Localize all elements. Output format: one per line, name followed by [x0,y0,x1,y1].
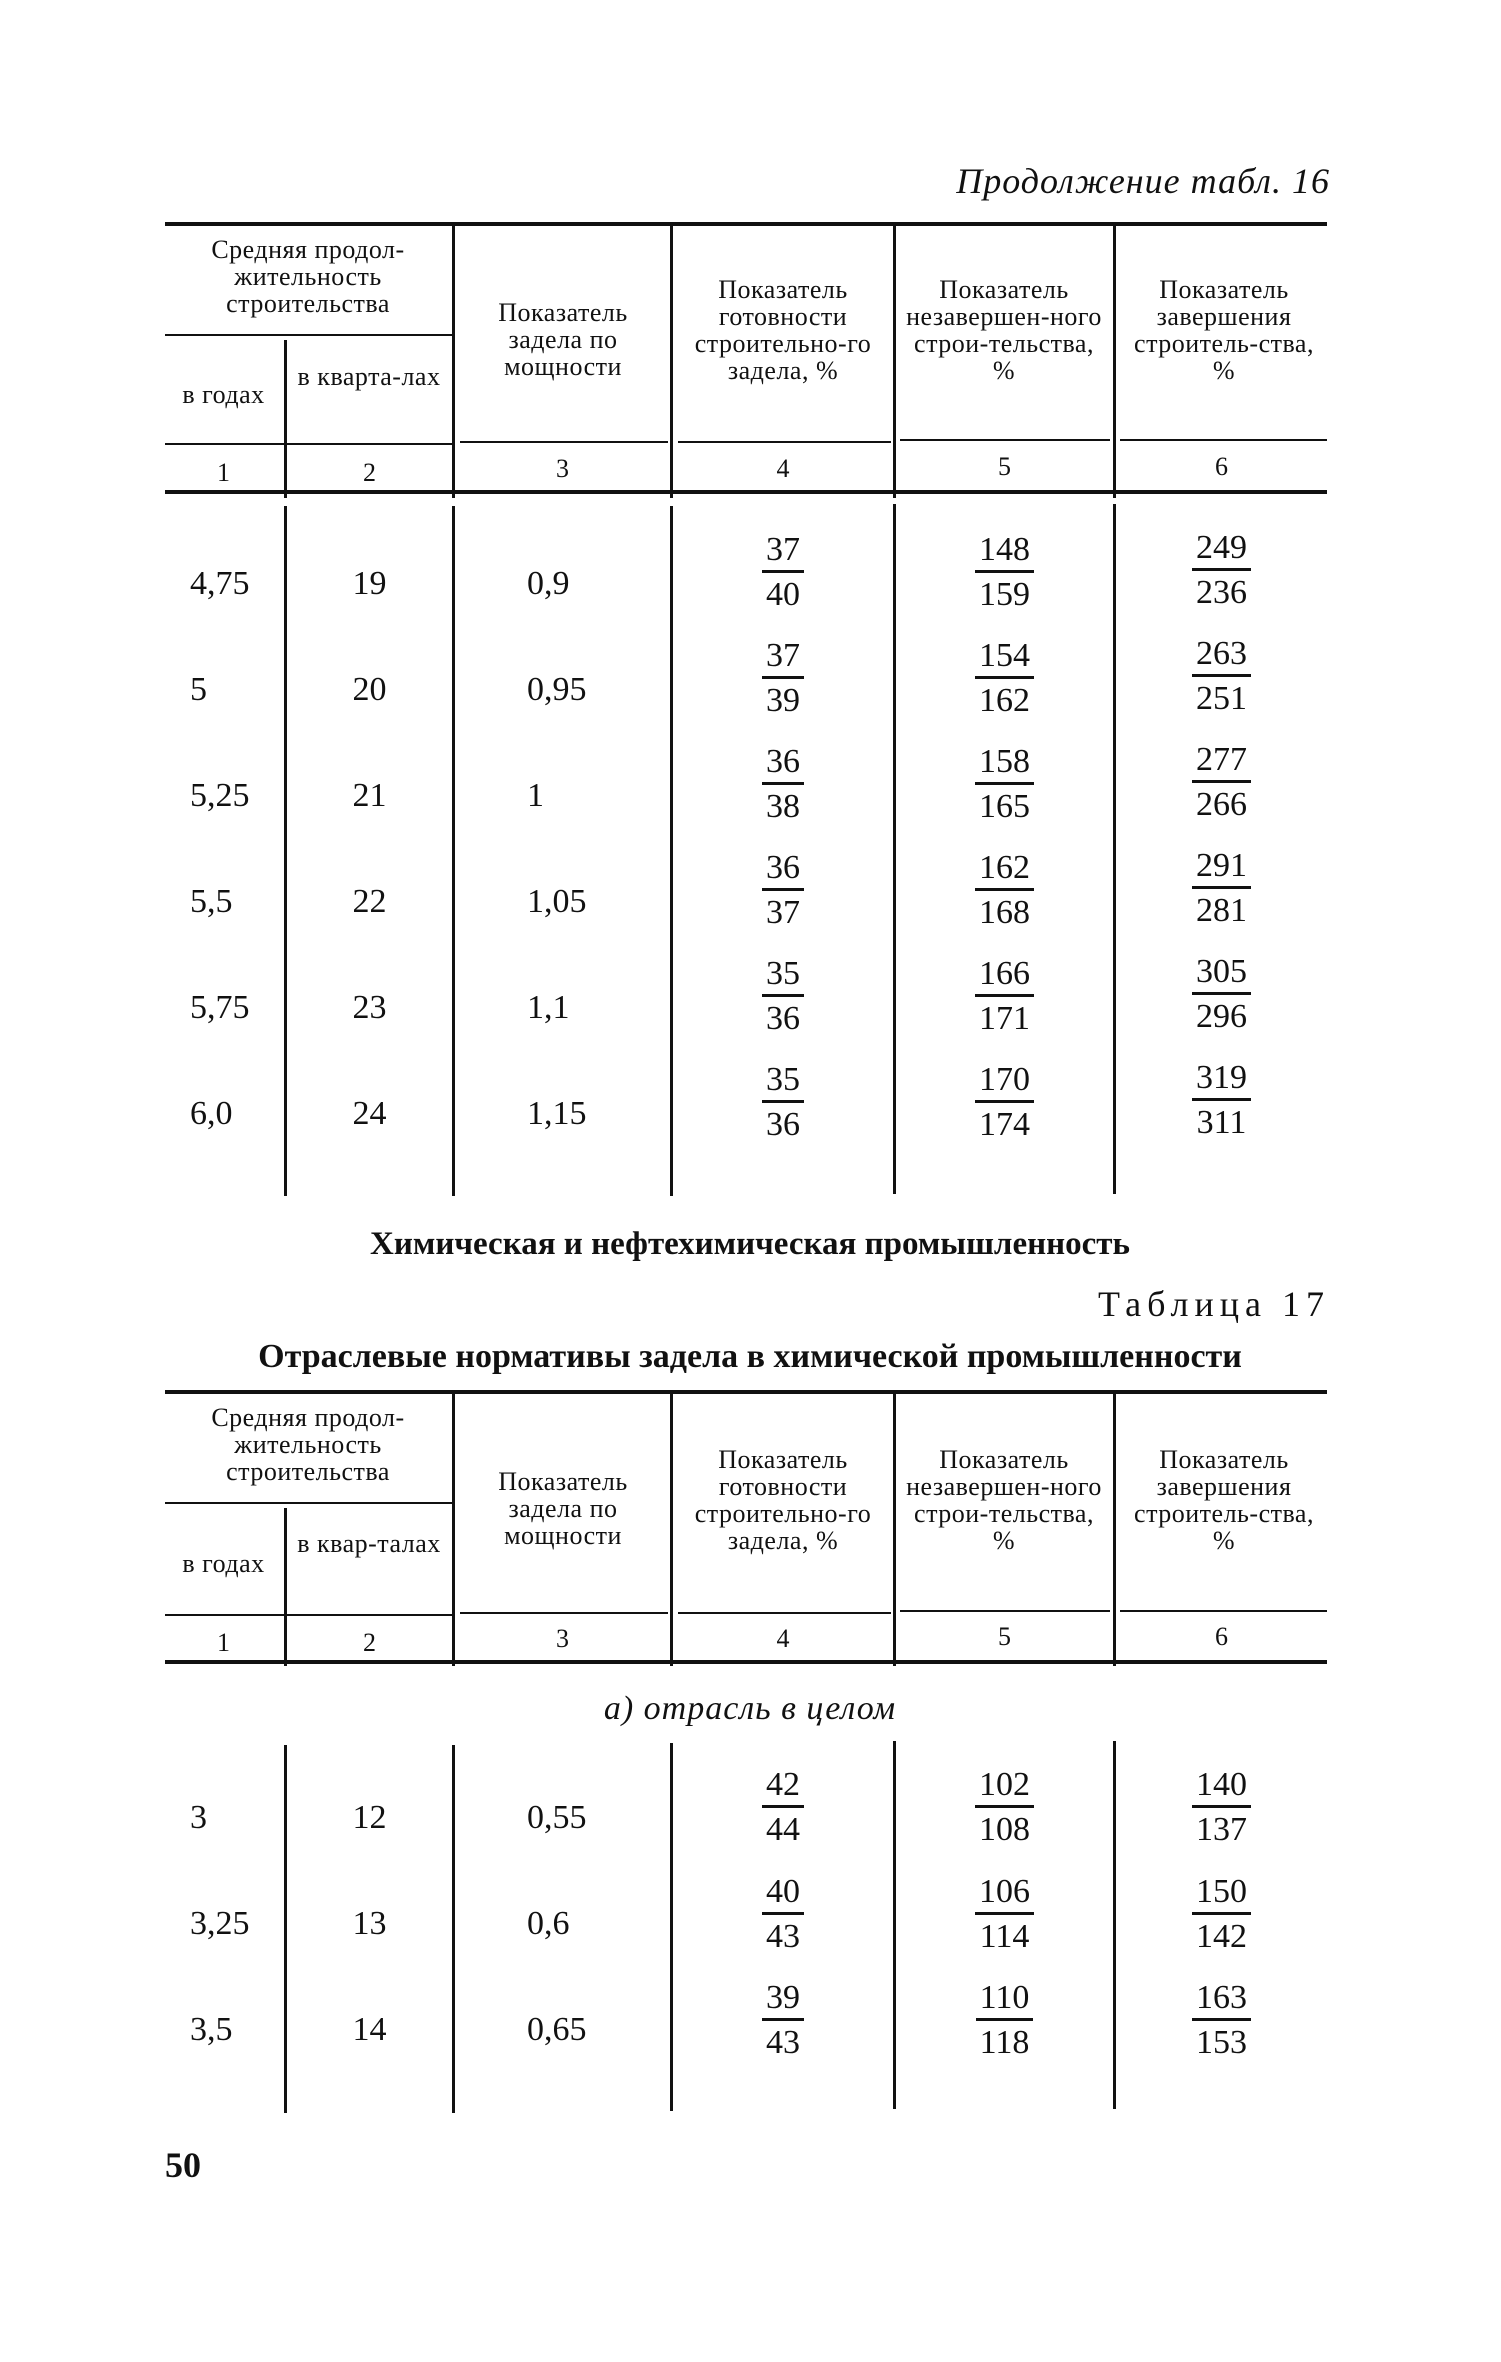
header-unfinished-indicator: Показатель незавершен-ного строи-тельства, % [906,1445,1102,1555]
page-number: 50 [165,2145,201,2185]
header-power-indicator: Показатель задела по мощности [498,298,628,381]
header-completion-indicator: Показатель завершения строитель-ства, % [1134,275,1314,385]
subsection-caption: а) отрасль в целом [603,1690,897,1727]
cell-quarters: 21 [352,777,387,814]
col-number-5: 5 [998,452,1011,481]
cell-power: 0,6 [527,1905,570,1942]
table-label: Таблица 17 [1098,1284,1330,1324]
col-number-3: 3 [556,454,569,483]
col-number-4: 4 [776,1624,790,1653]
cell-power: 1,05 [527,883,587,920]
cell-completion: $\frac{163}{153}$ [1116,1978,1327,2065]
header-years: в годах [182,380,265,409]
header-readiness-indicator: Показатель готовности строительно-го задела, % [694,1445,872,1555]
cell-completion: $\frac{140}{137}$ [1116,1765,1327,1852]
cell-years: 5,25 [190,777,250,814]
header-quarters: в кварта-лах [297,362,441,391]
col-number-1: 1 [217,458,230,487]
cell-quarters: 22 [352,883,387,920]
cell-years: 3,5 [190,2011,233,2048]
cell-years: 5 [190,671,207,708]
cell-unfinished: $\frac{170}{174}$ [896,1060,1113,1147]
col-number-6: 6 [1215,452,1228,481]
cell-power: 0,9 [527,565,570,602]
cell-power: 1,15 [527,1095,587,1132]
cell-quarters: 24 [352,1095,387,1132]
cell-quarters: 12 [352,1799,387,1836]
cell-readiness: $\frac{40}{43}$ [673,1872,893,1959]
col-number-2: 2 [363,1628,376,1657]
col-number-2: 2 [363,458,376,487]
col-number-3: 3 [556,1624,569,1653]
header-avg-duration: Средняя продол-жительность строительства [211,1403,405,1486]
cell-years: 3,25 [190,1905,250,1942]
cell-quarters: 13 [352,1905,387,1942]
table-continuation-caption: Продолжение табл. 16 [956,161,1330,201]
cell-years: 6,0 [190,1095,233,1132]
cell-unfinished: $\frac{162}{168}$ [896,848,1113,935]
cell-quarters: 20 [352,671,387,708]
cell-quarters: 23 [352,989,387,1026]
header-readiness-indicator: Показатель готовности строительно-го задела, % [694,275,872,385]
cell-years: 5,5 [190,883,233,920]
cell-completion: $\frac{291}{281}$ [1116,846,1327,933]
col-number-4: 4 [776,454,790,483]
cell-power: 0,55 [527,1799,587,1836]
cell-power: 1,1 [527,989,570,1026]
cell-readiness: $\frac{36}{37}$ [673,848,893,935]
cell-completion: $\frac{249}{236}$ [1116,528,1327,615]
cell-power: 0,65 [527,2011,587,2048]
cell-readiness: $\frac{42}{44}$ [673,1765,893,1852]
col-number-5: 5 [998,1622,1011,1651]
header-power-indicator: Показатель задела по мощности [498,1467,628,1550]
cell-power: 1 [527,777,544,814]
cell-completion: $\frac{305}{296}$ [1116,952,1327,1039]
cell-quarters: 19 [352,565,387,602]
cell-years: 3 [190,1799,207,1836]
cell-completion: $\frac{150}{142}$ [1116,1872,1327,1959]
cell-years: 4,75 [190,565,250,602]
cell-unfinished: $\frac{158}{165}$ [896,742,1113,829]
header-unfinished-indicator: Показатель незавершен-ного строи-тельства, % [906,275,1102,385]
header-years: в годах [182,1549,265,1578]
cell-unfinished: $\frac{148}{159}$ [896,530,1113,617]
cell-completion: $\frac{263}{251}$ [1116,634,1327,721]
cell-readiness: $\frac{39}{43}$ [673,1978,893,2065]
cell-readiness: $\frac{36}{38}$ [673,742,893,829]
header-avg-duration: Средняя продол-жительность строительства [211,235,405,318]
cell-completion: $\frac{277}{266}$ [1116,740,1327,827]
col-number-1: 1 [217,1628,230,1657]
cell-quarters: 14 [352,2011,387,2048]
cell-power: 0,95 [527,671,587,708]
header-completion-indicator: Показатель завершения строитель-ства, % [1134,1445,1314,1555]
section-title: Химическая и нефтехимическая промышленность [370,1226,1130,1262]
cell-unfinished: $\frac{102}{108}$ [896,1765,1113,1852]
cell-unfinished: $\frac{166}{171}$ [896,954,1113,1041]
cell-unfinished: $\frac{110}{118}$ [896,1978,1113,2065]
table-title: Отраслевые нормативы задела в химической промышленности [258,1338,1242,1375]
cell-unfinished: $\frac{106}{114}$ [896,1872,1113,1959]
cell-years: 5,75 [190,989,250,1026]
header-quarters: в квар-талах [297,1529,441,1558]
cell-readiness: $\frac{35}{36}$ [673,1060,893,1147]
cell-unfinished: $\frac{154}{162}$ [896,636,1113,723]
cell-readiness: $\frac{37}{39}$ [673,636,893,723]
cell-readiness: $\frac{37}{40}$ [673,530,893,617]
cell-completion: $\frac{319}{311}$ [1116,1058,1327,1145]
col-number-6: 6 [1215,1622,1228,1651]
cell-readiness: $\frac{35}{36}$ [673,954,893,1041]
